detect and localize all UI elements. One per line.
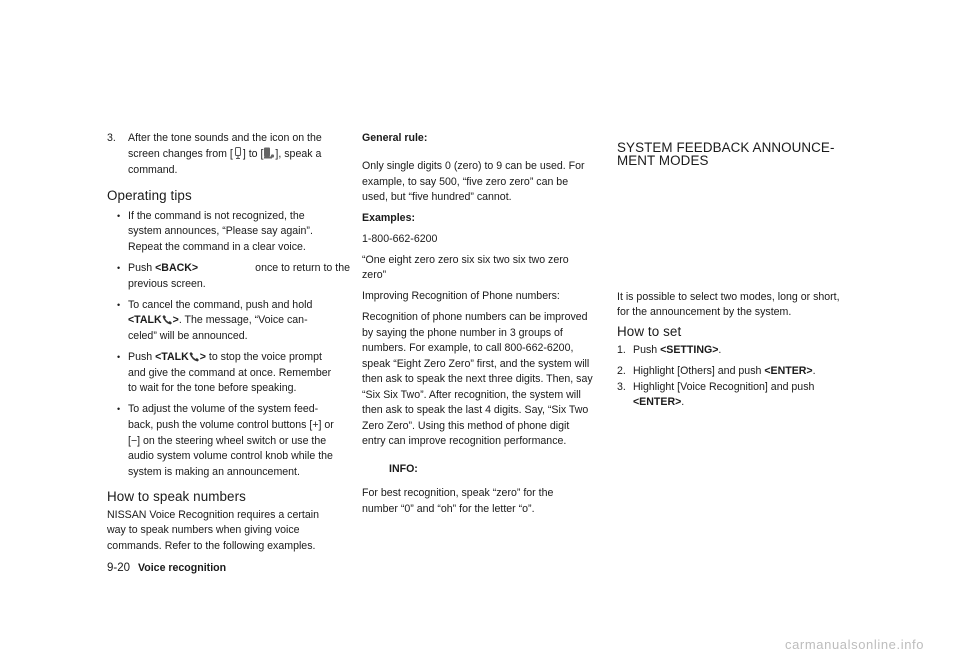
intro-line2: for the announcement by the system. bbox=[617, 306, 792, 318]
step3-text-c: ], speak a bbox=[275, 148, 322, 160]
improving-line4: speak “Eight Zero Zero” first, and the system will bbox=[362, 358, 590, 370]
tip1-line1: If the command is not recognized, the bbox=[128, 210, 305, 222]
improving-line1: Recognition of phone numbers can be improved bbox=[362, 311, 588, 323]
intro-line1: It is possible to select two modes, long or short, bbox=[617, 291, 840, 303]
phone-receiver-icon bbox=[189, 351, 200, 362]
tip3-rest: . The message, “Voice can- bbox=[178, 314, 308, 326]
tip4-rest: to stop the voice prompt bbox=[208, 351, 322, 363]
enter-key-label: <ENTER> bbox=[764, 365, 813, 377]
tip1-line3: Repeat the command in a clear voice. bbox=[128, 241, 306, 253]
info-line1: For best recognition, speak “zero” for the bbox=[362, 487, 554, 499]
heading-how-to-speak-numbers: How to speak numbers bbox=[107, 489, 246, 504]
phone-receiver-icon bbox=[162, 314, 173, 325]
set-step3-line1: Highlight [Voice Recognition] and push bbox=[633, 381, 815, 393]
talk-key-label: <TALK bbox=[128, 314, 162, 326]
general-rule-line1: Only single digits 0 (zero) to 9 can be used. For bbox=[362, 160, 585, 172]
tip5-line3: [−] on the steering wheel switch or use the bbox=[128, 435, 327, 447]
improving-line2: by saying the phone number in 3 groups of bbox=[362, 327, 563, 339]
example-spoken-line1: “One eight zero zero six six two six two zero bbox=[362, 254, 569, 266]
step3-line3: command. bbox=[128, 164, 178, 176]
improving-line8: Zero Zero”. Using this method of phone digit bbox=[362, 420, 570, 432]
set-step3-line2 bbox=[633, 395, 684, 410]
step3-text-a: screen changes from [ bbox=[128, 148, 233, 160]
tip4-line3: to wait for the tone before speaking. bbox=[128, 382, 297, 394]
tip4-line2: and give the command at once. Remember bbox=[128, 367, 332, 379]
improving-line5: then ask to speak the next three digits. Then, say bbox=[362, 373, 593, 385]
bullet-icon: • bbox=[117, 300, 121, 310]
talk-key-close: > bbox=[199, 351, 206, 363]
set-step2-text: Highlight [Others] and push bbox=[633, 365, 762, 377]
step3-line1: After the tone sounds and the icon on the bbox=[128, 132, 322, 144]
setting-key-label: <SETTING> bbox=[660, 344, 719, 356]
general-rule-line3: used, but “five hundred” cannot. bbox=[362, 191, 512, 203]
page-number: 9-20 bbox=[107, 562, 131, 574]
step3-text-b: ] to [ bbox=[242, 148, 264, 160]
numbers-para-line2: way to speak numbers when giving voice bbox=[107, 524, 300, 536]
tip5-line1: To adjust the volume of the system feed- bbox=[128, 403, 319, 415]
back-key-label: <BACK> bbox=[155, 262, 199, 274]
bullet-icon: • bbox=[117, 263, 121, 273]
talk-key-close: > bbox=[172, 314, 179, 326]
bullet-icon: • bbox=[117, 211, 121, 221]
step-number: 3. bbox=[617, 381, 626, 393]
step3-line2 bbox=[128, 147, 321, 162]
tip4-push: Push bbox=[128, 351, 153, 363]
watermark: carmanualsonline.info bbox=[785, 637, 925, 652]
tip5-line5: system is making an announcement. bbox=[128, 466, 300, 478]
tip2-line2: previous screen. bbox=[128, 278, 206, 290]
improving-line9: entry can improve recognition performance. bbox=[362, 435, 567, 447]
step-number: 3. bbox=[107, 132, 116, 144]
talk-voice-icon bbox=[263, 147, 275, 159]
period: . bbox=[718, 344, 722, 356]
bullet-icon: • bbox=[117, 404, 121, 414]
tip4-line1 bbox=[128, 350, 322, 365]
general-rule-line2: example, to say 500, “five zero zero” can be bbox=[362, 176, 569, 188]
section-title: Voice recognition bbox=[137, 562, 227, 574]
period: . bbox=[812, 365, 816, 377]
improving-line3: numbers. For example, to call 800-662-6200, bbox=[362, 342, 574, 354]
tip2-push: Push bbox=[128, 262, 153, 274]
enter-key-label: <ENTER> bbox=[633, 396, 682, 408]
tip2-rest: once to return to the bbox=[255, 262, 350, 274]
general-rule-heading: General rule: bbox=[362, 132, 428, 144]
numbers-para-line3: commands. Refer to the following examples. bbox=[107, 540, 316, 552]
heading-operating-tips: Operating tips bbox=[107, 188, 192, 203]
example-spoken-line2: zero” bbox=[362, 269, 387, 281]
info-line2: number “0” and “oh” for the letter “o”. bbox=[362, 503, 535, 515]
set-step1 bbox=[633, 343, 721, 358]
numbers-para-line1: NISSAN Voice Recognition requires a certain bbox=[107, 509, 319, 521]
tip1-line2: system announces, “Please say again”. bbox=[128, 225, 313, 237]
tip3-line3: celed” will be announced. bbox=[128, 330, 248, 342]
improving-line6: “Six Six Two”. After recognition, the system will bbox=[362, 389, 581, 401]
tip2-line1 bbox=[128, 261, 350, 276]
example-number: 1-800-662-6200 bbox=[362, 233, 438, 245]
heading-system-feedback-line1: SYSTEM FEEDBACK ANNOUNCE- bbox=[617, 140, 835, 155]
step-number: 1. bbox=[617, 344, 626, 356]
info-heading: INFO: bbox=[389, 463, 418, 475]
tip3-line1: To cancel the command, push and hold bbox=[128, 299, 313, 311]
heading-system-feedback-line2: MENT MODES bbox=[617, 153, 709, 168]
talk-key-label: <TALK bbox=[155, 351, 189, 363]
improving-heading: Improving Recognition of Phone numbers: bbox=[362, 290, 560, 302]
examples-heading: Examples: bbox=[362, 212, 415, 224]
heading-how-to-set: How to set bbox=[617, 324, 682, 339]
step-number: 2. bbox=[617, 365, 626, 377]
tip5-line4: audio system volume control knob while the bbox=[128, 450, 333, 462]
bullet-icon: • bbox=[117, 352, 121, 362]
improving-line7: then ask to speak the last 4 digits. Say, “Six Two bbox=[362, 404, 589, 416]
page-footer bbox=[107, 562, 226, 574]
microphone-icon bbox=[233, 147, 243, 159]
period: . bbox=[681, 396, 685, 408]
tip5-line2: back, push the volume control buttons [+] or bbox=[128, 419, 334, 431]
set-step2 bbox=[633, 364, 816, 379]
set-step1-text: Push bbox=[633, 344, 658, 356]
tip3-line2 bbox=[128, 313, 308, 328]
